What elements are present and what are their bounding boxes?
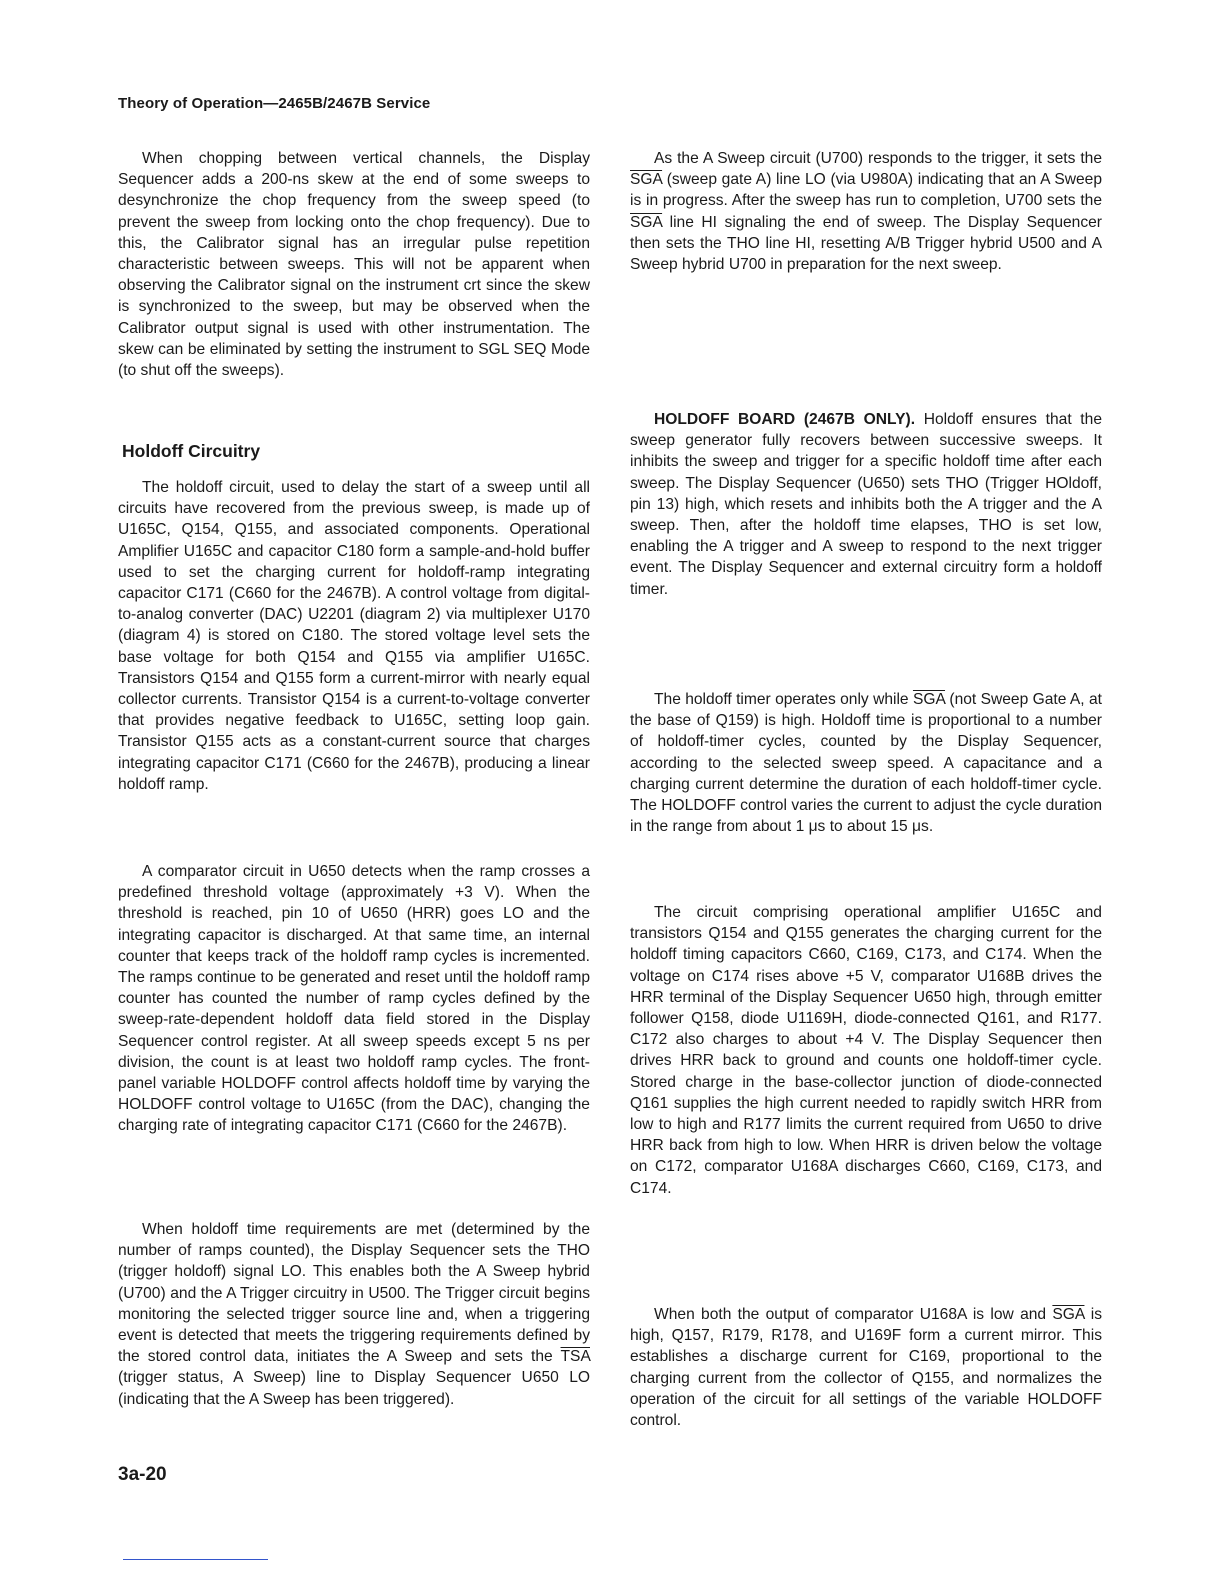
sga-signal-label: $\overline{SGA}$ (630, 171, 663, 189)
paragraph-holdoff-board (630, 409, 1102, 600)
sga-signal-label: $\overline{SGA}$ (912, 691, 946, 708)
footer-rule (123, 1559, 268, 1560)
paragraph-comparator-circuit: A comparator circuit in U650 detects when the ramp crosses a predefined threshold voltage (approximately +3 V). When the threshold is reached, pin 10 of U650 (HRR) goes LO and the integrating capacitor is discharged. At that same time, an internal counter that keeps track of the holdoff ramp cycles is incremented. The ramps continue to be generated and reset until the holdoff ramp counter has counted the number of ramp cycles defined by the sweep-rate-dependent holdoff data field stored in the Display Sequencer control register. At all sweep speeds except 5 ns per division, the count is at least two holdoff ramp cycles. The front-panel variable HOLDOFF control affects holdoff time by varying the HOLDOFF control voltage to U165C (from the DAC), changing the charging rate of integrating capacitor C171 (C660 for the 2467B). (118, 863, 590, 1135)
paragraph-holdoff-requirements (118, 1219, 590, 1410)
paragraph-a-sweep-response (630, 148, 1102, 275)
section-heading-holdoff-circuitry: Holdoff Circuitry (122, 441, 261, 461)
text-run: (trigger status, A Sweep) line to Display Sequencer U650 LO (indicating that the A Sweep has been triggered). (118, 1369, 590, 1408)
text-run: The holdoff timer operates only while (654, 691, 913, 708)
paragraph-chopping-skew: When chopping between vertical channels, the Display Sequencer adds a 200-ns skew at the end of some sweeps to desynchronize the chop frequency from the sweep speed (to prevent the sweep from locking onto the chop frequency). Due to this, the Calibrator signal has an irregular pulse repetition characteristic between sweeps. This will not be apparent when observing the Calibrator signal on the instrument crt since the skew is synchronized to the sweep, but may be observed when the Calibrator output signal is used with other instrumentation. The skew can be eliminated by setting the instrument to SGL SEQ Mode (to shut off the sweeps). (118, 150, 590, 380)
text-run: Holdoff ensures that the sweep generator fully recovers between successive sweeps. It inhibits the sweep and trigger for a specific holdoff time after each sweep. The Display Sequencer (U650) sets THO (Trigger HOldoff, pin 13) high, which resets and inhibits both the A trigger and the A sweep. Then, after the holdoff time elapses, THO is set low, enabling the A trigger and A sweep to respond to the next trigger event. The Display Sequencer and external circuitry form a holdoff timer. (630, 411, 1102, 598)
tsa-signal-label: $\overline{TSA}$ (560, 1348, 590, 1366)
text-run: line HI signaling the end of sweep. The Display Sequencer then sets the THO line HI, resetting A/B Trigger hybrid U500 and A Sweep hybrid U700 in preparation for the next sweep. (630, 213, 1102, 274)
page-number: 3a-20 (118, 1464, 167, 1485)
text-run: (not Sweep Gate A, at the base of Q159) is high. Holdoff time is proportional to a number of holdoff-timer cycles, counted by the Display Sequencer, according to the selected sweep speed. A capacitance and a charging current determine the duration of each holdoff-timer cycle. The HOLDOFF control varies the current to adjust the cycle duration in the range from about 1 μs to about 15 μs. (630, 691, 1102, 836)
subheading-holdoff-board: HOLDOFF BOARD (2467B ONLY). (654, 411, 916, 428)
text-run: is high, Q157, R179, R178, and U169F form a current mirror. This establishes a discharge current for C169, proportional to the charging current from the collector of Q155, and normalizes the operation of the circuit for all settings of the variable HOLDOFF control. (630, 1306, 1103, 1430)
text-run: (sweep gate A) line LO (via U980A) indicating that an A Sweep is in progress. After the sweep has run to completion, U700 sets the (630, 171, 1102, 210)
text-run: As the A Sweep circuit (U700) responds to the trigger, it sets the (654, 150, 1102, 167)
paragraph-charging-circuit: The circuit comprising operational amplifier U165C and transistors Q154 and Q155 generates the charging current for the holdoff timing capacitors C660, C169, C173, and C174. When the voltage on C174 rises above +5 V, comparator U168B drives the HRR terminal of the Display Sequencer U650 high, through emitter follower Q158, diode U1169H, diode-connected Q161, and R177. C172 also charges to about +4 V. The Display Sequencer then drives HRR back to ground and counts one holdoff-timer cycle. Stored charge in the base-collector junction of diode-connected Q161 supplies the high current needed to rapidly switch HRR from low to high and R177 limits the current required from U650 to drive HRR back from high to low. When HRR is driven below the voltage on C172, comparator U168A discharges C660, C169, C173, and C174. (630, 904, 1102, 1197)
running-header: Theory of Operation—2465B/2467B Service (118, 95, 431, 112)
text-run: When holdoff time requirements are met (determined by the number of ramps counted), the Display Sequencer sets the THO (trigger holdoff) signal LO. This enables both the A Sweep hybrid (U700) and the A Trigger circuitry in U500. The Trigger circuit begins monitoring the selected trigger source line and, when a triggering event is detected that meets the triggering requirements defined by the stored control data, initiates the A Sweep and sets the (118, 1221, 590, 1366)
sga-signal-label: $\overline{SGA}$ (630, 213, 663, 231)
sga-signal-label: $\overline{SGA}$ (1052, 1306, 1085, 1323)
paragraph-holdoff-circuit: The holdoff circuit, used to delay the start of a sweep until all circuits have recovered from the previous sweep, is made up of U165C, Q154, Q155, and associated components. Operational Amplifier U165C and capacitor C180 form a sample-and-hold buffer used to set the charging current for holdoff-ramp integrating capacitor C171 (C660 for the 2467B). A control voltage from digital-to-analog converter (DAC) U2201 (diagram 2) via multiplexer U170 (diagram 4) is stored on C180. The stored voltage level sets the base voltage for both Q154 and Q155 via amplifier U165C. Transistors Q154 and Q155 form a current-mirror with nearly equal collector currents. Transistor Q154 is a current-to-voltage converter that provides negative feedback to U165C, setting loop gain. Transistor Q155 acts as a constant-current source that charges integrating capacitor C171 (C660 for the 2467B), producing a linear holdoff ramp. (118, 479, 590, 793)
paragraph-discharge-current (630, 1304, 1102, 1431)
paragraph-holdoff-timer (630, 689, 1102, 837)
text-run: When both the output of comparator U168A is low and (654, 1306, 1053, 1323)
